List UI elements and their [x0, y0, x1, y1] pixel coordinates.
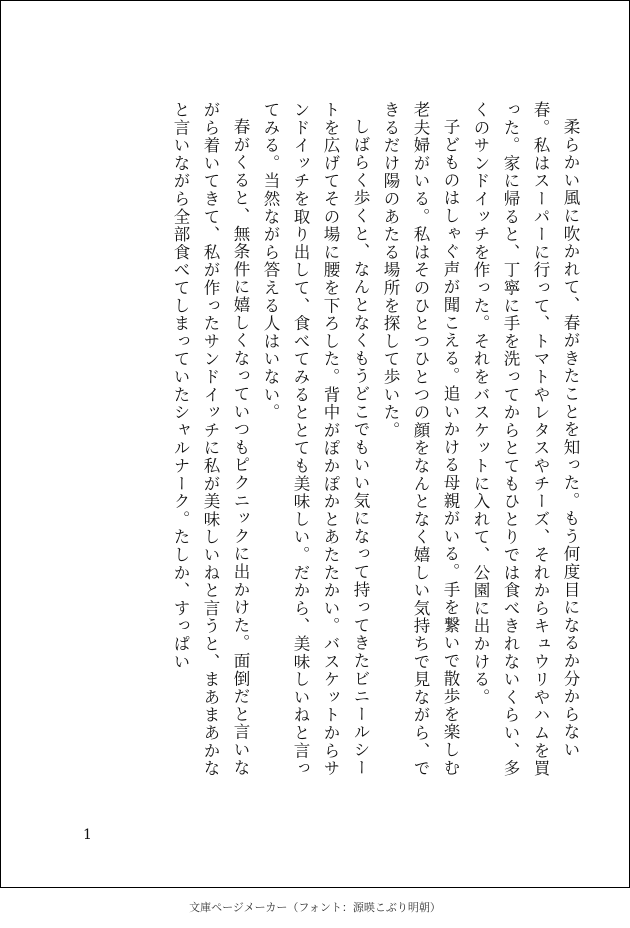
- paragraph-1: 柔らかい風に吹かれて、春がきたことを知った。もう何度目になるか分からない春。私はスーパーに行って、トマトやレタスやチーズ、それからキュウリやハムを買った。家に帰ると、丁寧に手を洗ってからとてもひとりでは食べきれないくらい、多くのサンドイッチを作った。それをバスケットに入れて、公園に出かける。: [471, 101, 580, 778]
- footer-caption: 文庫ページメーカー（フォント：源暎こぶり明朝）: [189, 901, 441, 914]
- paragraph-4: 春がくると、無条件に嬉しくなっていつもピクニックに出かけた。面倒だと言いながら着いてきて、私が作ったサンドイッチに私が美味しいねと言うと、まあまあかなと言いながら全部食べてしまっていたシャルナーク。たしか、すっぱい: [171, 101, 250, 778]
- page-number: 1: [83, 827, 92, 843]
- paragraph-3: しばらく歩くと、なんとなくもうどこでもいい気になって持ってきたビニールシートを広げてその場に腰を下ろした。背中がぽかぽかとあたたかい。バスケットからサンドイッチを取り出して、食べてみるととても美味しい。だから、美味しいねと言ってみる。当然ながら答える人はいない。: [261, 101, 370, 778]
- paragraph-2: 子どものはしゃぐ声が聞こえる。追いかける母親がいる。手を繋いで散歩を楽しむ老夫婦がいる。私はそのひとつひとつの顔をなんとなく嬉しい気持ちで見ながら、できるだけ陽のあたる場所を探して歩いた。: [381, 101, 460, 778]
- vertical-text-body: [165, 101, 585, 791]
